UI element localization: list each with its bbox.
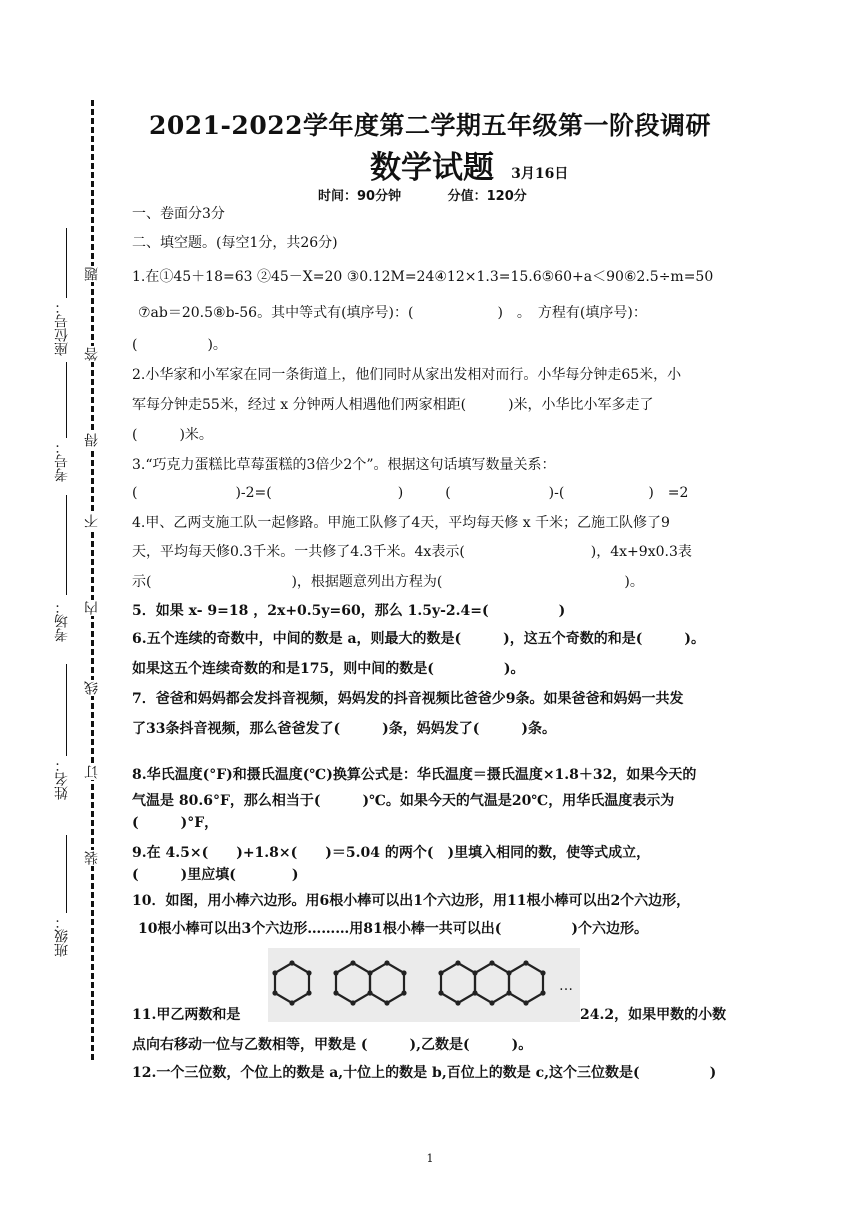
- exam-room-blank: [66, 495, 67, 595]
- question-1-line-1: 1.在①45＋18=63 ②45－X=20 ③0.12M=24④12×1.3=15.6⑤60+a＜90⑥2.5÷m=50: [132, 269, 714, 285]
- question-9-line-1: 9.在 4.5×( )+1.8×( )＝5.04 的两个( )里填入相同的数，使等式成立，: [132, 845, 651, 861]
- question-7-line-2: 了33条抖音视频，那么爸爸发了( )条，妈妈发了( )条。: [132, 721, 556, 737]
- exam-number-blank: [66, 362, 67, 438]
- page-number: 1: [426, 1152, 434, 1165]
- question-11-line-1b: 24.2，如果甲数的小数: [580, 1007, 727, 1023]
- question-12: 12.一个三位数，个位上的数是 a,十位上的数是 b,百位上的数是 c,这个三位数是( ): [132, 1065, 717, 1081]
- question-4-line-3: 示( )，根据题意列出方程为( )。: [132, 574, 644, 590]
- hexagon-shape: [336, 963, 370, 1003]
- question-1-line-2: ⑦ab＝20.5⑧b-56。其中等式有(填序号)：( ) 。 方程有(填序号)：: [138, 305, 647, 321]
- question-2-line-2: 军每分钟走55米，经过 x 分钟两人相遇他们两家相距( )米，小华比小军多走了: [132, 397, 654, 413]
- exam-info: [318, 185, 527, 204]
- binding-dashed-line: [91, 100, 94, 1060]
- subject-title-row: [370, 142, 568, 187]
- section-presentation: 一、卷面分3分: [132, 206, 225, 222]
- hexagon-shape: [370, 963, 404, 1003]
- exam-room-label: 考场：: [54, 600, 70, 642]
- seal-char: 不: [84, 514, 100, 528]
- hexagon-figure-svg: [268, 948, 580, 1022]
- question-10-line-2: 10根小棒可以出3个六边形………用81根小棒一共可以出( )个六边形。: [138, 921, 648, 937]
- subject-title: 数学试题: [370, 150, 494, 186]
- question-2-line-3: ( )米。: [132, 427, 213, 443]
- exam-title: 2021-2022学年度第二学期五年级第一阶段调研: [148, 111, 712, 140]
- question-11-line-1a: 11.甲乙两数和是: [132, 1007, 241, 1023]
- seal-char: 订: [84, 765, 100, 779]
- exam-score: 分值：120分: [447, 189, 527, 204]
- seal-char: 题: [84, 267, 100, 281]
- question-3-line-2: ( )-2=( ) ( )-( ) =2: [132, 485, 689, 501]
- question-3-line-1: 3.“巧克力蛋糕比草莓蛋糕的3倍少2个”。根据这句话填写数量关系：: [132, 457, 556, 473]
- seal-char: 内: [84, 601, 100, 615]
- seal-char: 得: [84, 433, 100, 447]
- hexagon-shape: [475, 963, 509, 1003]
- hexagon-shape: [441, 963, 475, 1003]
- question-8-line-3: ( )°F，: [132, 815, 219, 831]
- exam-date: 3月16日: [511, 166, 569, 182]
- class-blank: [66, 835, 67, 913]
- seat-number-blank: [66, 228, 67, 298]
- exam-time: 时间：90分钟: [318, 189, 402, 204]
- figure-ellipsis: …: [559, 978, 573, 994]
- hexagon-shape: [509, 963, 543, 1003]
- seal-char: 装: [84, 851, 100, 865]
- question-6-line-2: 如果这五个连续奇数的和是175，则中间的数是( )。: [132, 661, 525, 677]
- seal-char: 线: [84, 681, 100, 695]
- question-8-line-2: 气温是 80.6°F，那么相当于( )℃。如果今天的气温是20℃，用华氏温度表示为: [132, 793, 675, 809]
- hexagon-shape: [275, 963, 309, 1003]
- exam-number-label: 考号：: [54, 440, 70, 482]
- student-name-label: 姓名：: [54, 758, 70, 800]
- section-fill-blank: 二、填空题。(每空1分，共26分): [132, 235, 338, 251]
- hexagon-figure: [268, 948, 580, 1022]
- question-11-line-2: 点向右移动一位与乙数相等，甲数是 ( ),乙数是( )。: [132, 1037, 533, 1053]
- question-4-line-2: 天，平均每天修0.3千米。一共修了4.3千米。4x表示( )，4x+9x0.3表: [132, 544, 692, 560]
- question-1-line-3: ( )。: [132, 337, 227, 353]
- question-9-line-2: ( )里应填( ): [132, 867, 299, 883]
- question-2-line-1: 2.小华家和小军家在同一条街道上，他们同时从家出发相对而行。小华每分钟走65米，小: [132, 367, 682, 383]
- question-10-line-1: 10．如图，用小棒六边形。用6根小棒可以出1个六边形，用11根小棒可以出2个六边形，: [132, 893, 691, 909]
- question-5: 5．如果 x- 9=18 ，2x+0.5y=60，那么 1.5y-2.4=( ): [132, 603, 566, 619]
- seat-number-label: 座位号：: [54, 300, 70, 356]
- student-name-blank: [66, 664, 67, 756]
- question-6-line-1: 6.五个连续的奇数中，中间的数是 a，则最大的数是( )，这五个奇数的和是( )。: [132, 631, 706, 647]
- question-8-line-1: 8.华氏温度(°F)和摄氏温度(℃)换算公式是：华氏温度＝摄氏温度×1.8＋32，如果今天的: [132, 767, 697, 783]
- question-4-line-1: 4.甲、乙两支施工队一起修路。甲施工队修了4天，平均每天修 x 千米；乙施工队修了9: [132, 515, 670, 531]
- class-label: 班级：: [54, 915, 70, 957]
- seal-char: 答: [84, 347, 100, 361]
- question-7-line-1: 7．爸爸和妈妈都会发抖音视频，妈妈发的抖音视频比爸爸少9条。如果爸爸和妈妈一共发: [132, 691, 684, 707]
